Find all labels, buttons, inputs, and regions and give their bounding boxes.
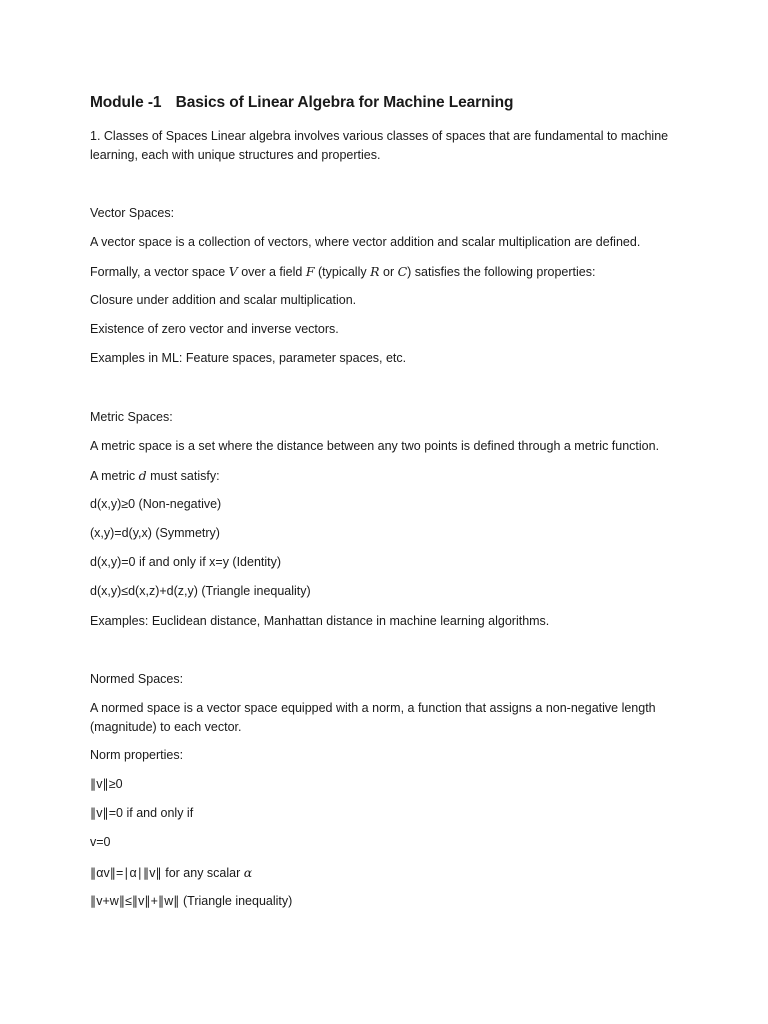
- formal-text-a: Formally, a vector space: [90, 265, 229, 279]
- formal-text-e: ) satisfies the following properties:: [407, 265, 596, 279]
- formal-text-b: over a field: [237, 265, 306, 279]
- norm-scalar-text: ∥αv∥=∣α∣∥v∥ for any scalar: [90, 866, 244, 880]
- metric-spaces-definition: A metric space is a set where the distance between any two points is defined through a metric function.: [90, 439, 660, 453]
- norm-properties-heading: Norm properties:: [90, 748, 184, 762]
- symbol-f: F: [305, 264, 315, 279]
- norm-property-scalar: [90, 863, 252, 883]
- vector-spaces-definition: A vector space is a collection of vectors, where vector addition and scalar multiplication are defined.: [90, 235, 641, 249]
- symbol-c: C: [397, 264, 408, 279]
- vector-spaces-examples: Examples in ML: Feature spaces, parameter spaces, etc.: [90, 351, 407, 365]
- metric-property-triangle: d(x,y)≤d(x,z)+d(z,y) (Triangle inequality): [90, 584, 311, 598]
- norm-property-triangle: ∥v+w∥≤∥v∥+∥w∥ (Triangle inequality): [90, 894, 293, 908]
- metric-property-nonnegative: d(x,y)≥0 (Non-negative): [90, 497, 222, 511]
- normed-spaces-heading: Normed Spaces:: [90, 672, 184, 686]
- module-number: Module -1: [90, 94, 162, 111]
- metric-spaces-heading: Metric Spaces:: [90, 410, 173, 424]
- vector-property-closure: Closure under addition and scalar multiplication.: [90, 293, 357, 307]
- norm-property-zero-vector: v=0: [90, 835, 111, 849]
- metric-text-a: A metric: [90, 469, 139, 483]
- metric-spaces-examples: Examples: Euclidean distance, Manhattan distance in machine learning algorithms.: [90, 614, 550, 628]
- metric-property-symmetry: (x,y)=d(y,x) (Symmetry): [90, 526, 220, 540]
- symbol-d: d: [138, 468, 147, 483]
- metric-must-satisfy: [90, 466, 220, 486]
- vector-spaces-formal: [90, 262, 595, 282]
- metric-text-b: must satisfy:: [146, 469, 220, 483]
- intro-paragraph: 1. Classes of Spaces Linear algebra involves various classes of spaces that are fundamental to machine learning, each with unique structures and properties.: [90, 129, 669, 162]
- formal-text-c: (typically: [314, 265, 371, 279]
- formal-text-d: or: [379, 265, 398, 279]
- page-title: [90, 94, 513, 112]
- symbol-alpha: α: [243, 865, 253, 880]
- normed-spaces-definition: A normed space is a vector space equipped with a norm, a function that assigns a non-negative length (magnitude) to each vector.: [90, 701, 656, 734]
- vector-spaces-heading: Vector Spaces:: [90, 206, 175, 220]
- norm-property-zero: ∥v∥=0 if and only if: [90, 806, 194, 820]
- symbol-r: R: [370, 264, 380, 279]
- norm-property-nonnegative: ∥v∥≥0: [90, 777, 123, 791]
- module-title: Basics of Linear Algebra for Machine Learning: [175, 94, 514, 111]
- metric-property-identity: d(x,y)=0 if and only if x=y (Identity): [90, 555, 282, 569]
- symbol-v: V: [228, 264, 238, 279]
- vector-property-zero: Existence of zero vector and inverse vectors.: [90, 322, 339, 336]
